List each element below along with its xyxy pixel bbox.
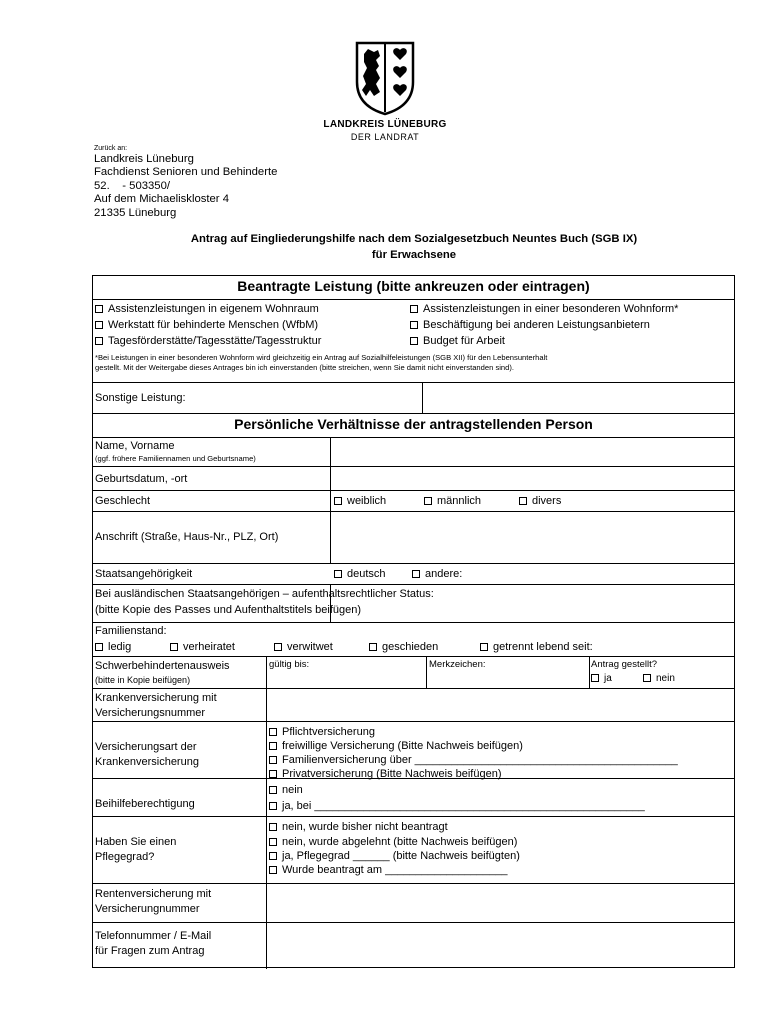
label-krankenversicherung: Krankenversicherung mit	[95, 692, 217, 704]
label-familienstand: Familienstand:	[95, 625, 167, 637]
checkbox[interactable]	[269, 728, 277, 736]
label-telefon: Telefonnummer / E-Mail	[95, 930, 212, 942]
hint-auslaender: (bitte Kopie des Passes und Aufenthaltstitels beifügen)	[95, 604, 362, 616]
checkbox[interactable]	[591, 674, 599, 682]
label-anschrift: Anschrift (Straße, Haus-Nr., PLZ, Ort)	[95, 531, 279, 543]
option-privatversicherung[interactable]: Privatversicherung (Bitte Nachweis beifügen)	[269, 767, 502, 781]
checkbox[interactable]	[269, 852, 277, 860]
label-staat: Staatsangehörigkeit	[95, 568, 193, 580]
label-auslaender: Bei ausländischen Staatsangehörigen – aufenthaltsrechtlicher Status:	[95, 588, 434, 600]
option-andere[interactable]: andere:	[412, 567, 462, 581]
option-beschaeftigung[interactable]: Beschäftigung bei anderen Leistungsanbietern	[410, 318, 650, 332]
option-weiblich[interactable]: weiblich	[334, 494, 386, 508]
checkbox[interactable]	[410, 305, 418, 313]
label-beihilfe: Beihilfeberechtigung	[95, 798, 195, 810]
option-budget[interactable]: Budget für Arbeit	[410, 334, 505, 348]
footnote-line-2: gestellt. Mit der Weitergabe dieses Antrages bin ich einverstanden (bitte streichen, wenn Sie damit nicht einverstanden sind).	[95, 363, 515, 372]
option-ledig[interactable]: ledig	[95, 640, 131, 654]
label-pflegegrad: Pflegegrad?	[95, 851, 155, 863]
checkbox[interactable]	[519, 497, 527, 505]
option-antrag-nein[interactable]: nein	[643, 672, 675, 686]
checkbox[interactable]	[269, 866, 277, 874]
hint-schwerbehindertenausweis: (bitte in Kopie beifügen)	[95, 675, 191, 685]
checkbox[interactable]	[410, 321, 418, 329]
checkbox[interactable]	[95, 337, 103, 345]
application-form	[92, 275, 735, 968]
option-verheiratet[interactable]: verheiratet	[170, 640, 235, 654]
label-geburt: Geburtsdatum, -ort	[95, 473, 188, 485]
footnote-line-1: *Bei Leistungen in einer besonderen Wohnform wird gleichzeitig ein Antrag auf Sozialhilfeleistungen (SGB XII) für den Lebensunterhalt	[95, 353, 548, 362]
option-tagesstaette[interactable]: Tagesförderstätte/Tagesstätte/Tagesstruktur	[95, 334, 321, 348]
section-heading-persoenlich: Persönliche Verhältnisse der antragstellenden Person	[234, 416, 593, 432]
checkbox[interactable]	[269, 742, 277, 750]
section-heading-leistung: Beantragte Leistung (bitte ankreuzen oder eintragen)	[237, 278, 590, 294]
option-deutsch[interactable]: deutsch	[334, 567, 386, 581]
checkbox[interactable]	[269, 756, 277, 764]
checkbox[interactable]	[643, 674, 651, 682]
option-pflege-abgelehnt[interactable]: nein, wurde abgelehnt (bitte Nachweis beifügen)	[269, 835, 517, 849]
checkbox[interactable]	[95, 321, 103, 329]
option-divers[interactable]: divers	[519, 494, 561, 508]
option-assistenz-eigen[interactable]: Assistenzleistungen in eigenem Wohnraum	[95, 302, 319, 316]
option-pflege-ja[interactable]: ja, Pflegegrad ______ (bitte Nachweis beifügten)	[269, 849, 520, 863]
option-verwitwet[interactable]: verwitwet	[274, 640, 333, 654]
label-rentenversicherung: Rentenversicherung mit	[95, 888, 212, 900]
checkbox[interactable]	[269, 823, 277, 831]
label-sonstige: Sonstige Leistung:	[95, 392, 186, 404]
option-beihilfe-ja[interactable]: ja, bei ______________________________________________________	[269, 799, 645, 813]
hint-name: (ggf. frühere Familiennamen und Geburtsname)	[95, 454, 256, 463]
option-familienversicherung[interactable]: Familienversicherung über ___________________________________________	[269, 753, 678, 767]
option-maennlich[interactable]: männlich	[424, 494, 481, 508]
option-pflege-beantragt[interactable]: Wurde beantragt am ____________________	[269, 863, 507, 877]
form-title: Antrag auf Eingliederungshilfe nach dem Sozialgesetzbuch Neuntes Buch (SGB IX) für Erwachsene	[190, 233, 638, 261]
checkbox[interactable]	[424, 497, 432, 505]
label-versicherungsnummer: Versicherungsnummer	[95, 707, 206, 719]
org-subtitle: DER LANDRAT	[350, 132, 420, 142]
option-getrennt[interactable]: getrennt lebend seit:	[480, 640, 593, 654]
option-pflichtversicherung[interactable]: Pflichtversicherung	[269, 725, 375, 739]
option-geschieden[interactable]: geschieden	[369, 640, 438, 654]
return-address: Landkreis Lüneburg Fachdienst Senioren und Behinderte 52. - 503350/ Auf dem Michaeliskloster 4 21335 Lüneburg	[94, 153, 278, 219]
checkbox[interactable]	[269, 786, 277, 794]
checkbox[interactable]	[170, 643, 178, 651]
option-freiwillig[interactable]: freiwillige Versicherung (Bitte Nachweis beifügen)	[269, 739, 523, 753]
option-pflege-nicht-beantragt[interactable]: nein, wurde bisher nicht beantragt	[269, 820, 448, 834]
checkbox[interactable]	[274, 643, 282, 651]
label-name: Name, Vorname	[95, 440, 175, 452]
label-krankenversicherung-art: Krankenversicherung	[95, 756, 199, 768]
label-gueltig-bis: gültig bis:	[269, 659, 310, 670]
label-versicherungsart: Versicherungsart der	[95, 741, 197, 753]
option-antrag-ja[interactable]: ja	[591, 672, 612, 686]
checkbox[interactable]	[334, 497, 342, 505]
label-antrag-gestellt: Antrag gestellt?	[591, 659, 658, 670]
checkbox[interactable]	[410, 337, 418, 345]
return-label: Zurück an:	[94, 145, 128, 152]
option-werkstatt[interactable]: Werkstatt für behinderte Menschen (WfbM)	[95, 318, 318, 332]
checkbox[interactable]	[369, 643, 377, 651]
checkbox[interactable]	[269, 802, 277, 810]
checkbox[interactable]	[334, 570, 342, 578]
coat-of-arms-logo	[354, 40, 416, 116]
label-geschlecht: Geschlecht	[95, 495, 151, 507]
label-pflegegrad-frage: Haben Sie einen	[95, 836, 177, 848]
checkbox[interactable]	[95, 305, 103, 313]
checkbox[interactable]	[95, 643, 103, 651]
option-beihilfe-nein[interactable]: nein	[269, 783, 303, 797]
label-merkzeichen: Merkzeichen:	[429, 659, 486, 670]
checkbox[interactable]	[269, 838, 277, 846]
label-schwerbehindertenausweis: Schwerbehindertenausweis	[95, 660, 230, 672]
label-telefon-zweck: für Fragen zum Antrag	[95, 945, 205, 957]
option-assistenz-besonders[interactable]: Assistenzleistungen in einer besonderen Wohnform*	[410, 302, 678, 316]
checkbox[interactable]	[412, 570, 420, 578]
checkbox[interactable]	[480, 643, 488, 651]
label-rv-nummer: Versicherungnummer	[95, 903, 200, 915]
checkbox[interactable]	[269, 770, 277, 778]
org-name: LANDKREIS LÜNEBURG	[323, 119, 447, 130]
